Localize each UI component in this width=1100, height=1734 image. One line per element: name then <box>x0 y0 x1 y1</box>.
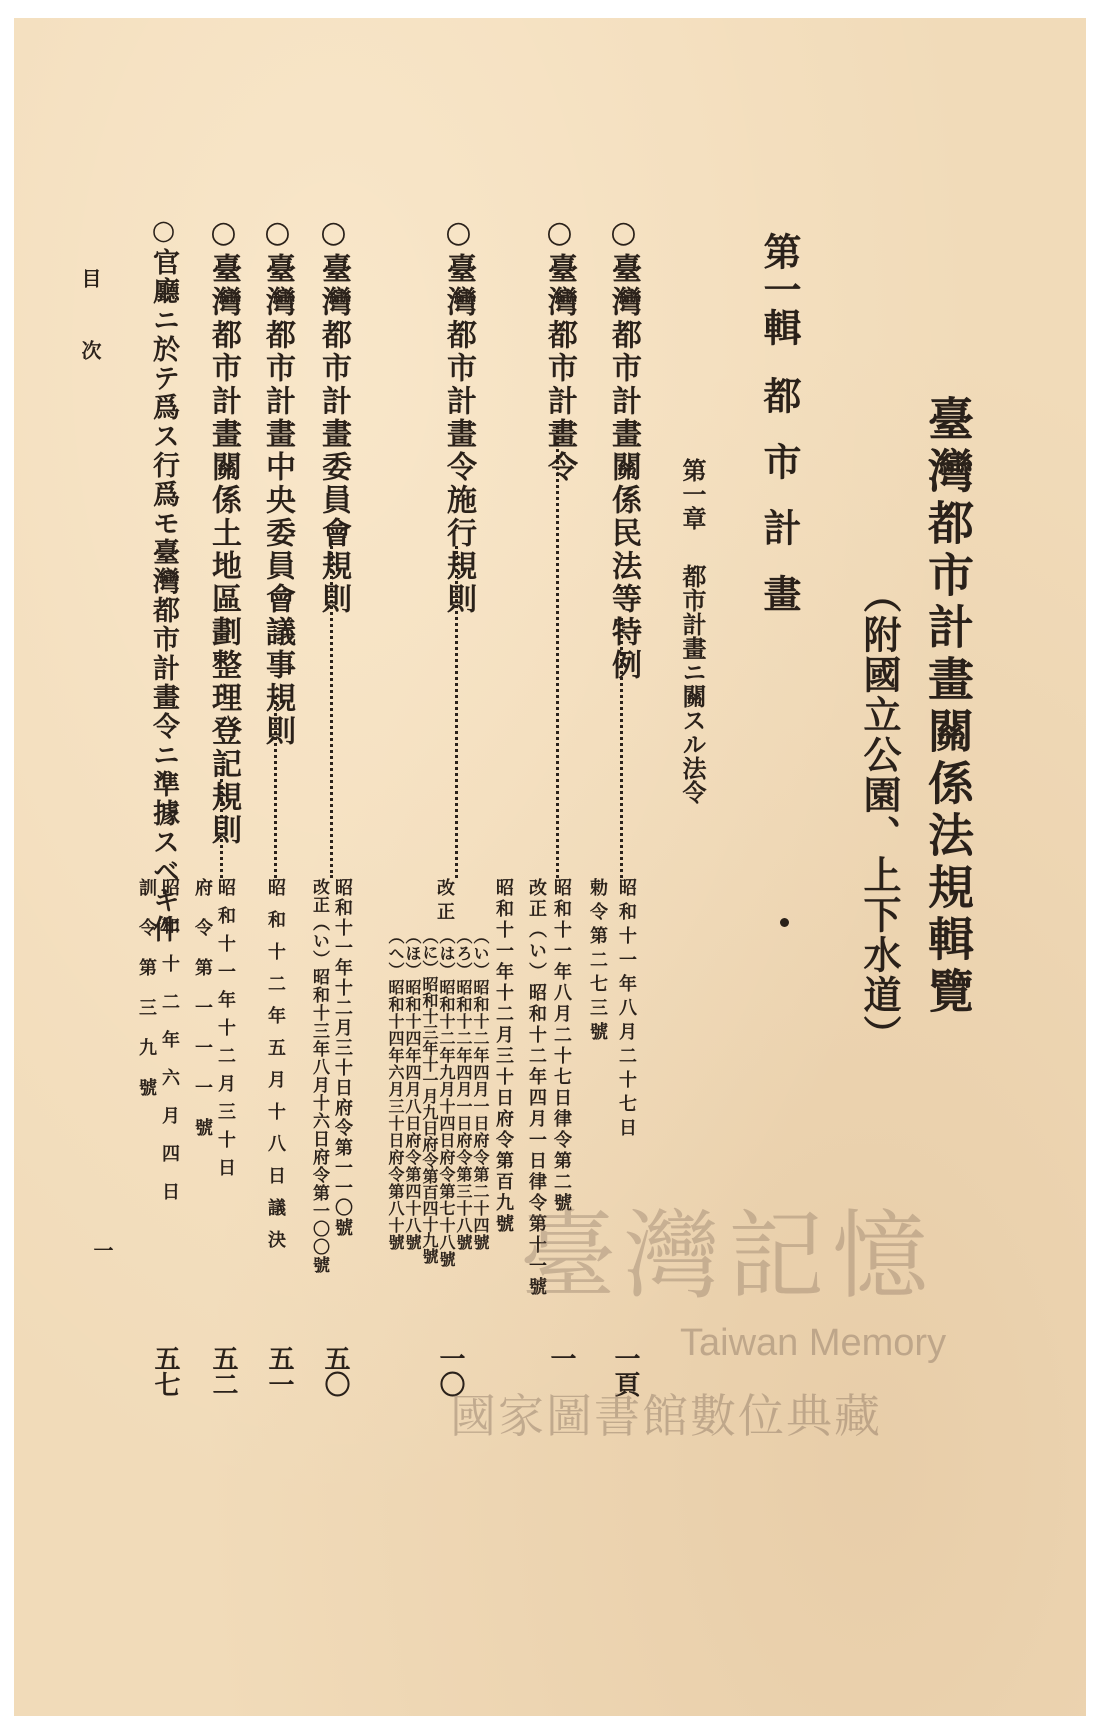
toc-entry-note: （ろ）昭和十二年四月一日府令第三十八號 <box>454 928 473 1251</box>
toc-entry-note: 昭和十一年八月二十七日律令第二號 <box>551 878 572 1214</box>
toc-entry-note: （ほ）昭和十四年四月八日府令第四十八號 <box>403 928 422 1251</box>
chapter-label: 第一章 <box>678 458 707 530</box>
toc-entry-note: 改正（い）昭和十三年八月十六日府令第一〇〇號 <box>309 878 329 1274</box>
toc-entry-title[interactable]: ○臺灣都市計畫關係民法等特例 <box>606 215 641 682</box>
toc-leader <box>455 546 458 878</box>
toc-entry-title[interactable]: ○臺灣都市計畫中央委員會議事規則 <box>260 215 295 748</box>
toc-entry-title[interactable]: ○臺灣都市計畫委員會規則 <box>316 215 351 616</box>
book-title: 臺灣都市計畫關係法規輯覽 <box>921 395 975 1019</box>
contents-heading: 目次 <box>78 268 102 412</box>
toc-entry-note: 昭和十二年六月四日 <box>159 878 180 1220</box>
volume-label: 第一輯 <box>757 232 802 346</box>
toc-entry-page: 一〇 <box>435 1345 465 1397</box>
toc-leader <box>274 696 277 878</box>
toc-entry-note: （は）昭和十二年九月十四日府令第七十八號 <box>437 928 456 1268</box>
toc-entry-note: 昭和十一年八月二十七日 <box>616 878 637 1142</box>
toc-leader <box>556 426 559 878</box>
toc-entry-note: 改正 <box>434 878 455 926</box>
watermark-logo: 臺灣記憶 Taiwan Memory 國家圖書館數位典藏 <box>450 1200 947 1443</box>
toc-entry-title[interactable]: ○官廳ニ於テ爲ス行爲モ臺灣都市計畫令ニ準據スベキ件 <box>148 215 179 944</box>
decorative-dot <box>780 918 789 927</box>
toc-entry-note: 昭和十一年十二月三十日 <box>215 878 236 1186</box>
toc-entry-note: 昭和十一年十二月三十日府令第一一〇號 <box>332 878 353 1238</box>
toc-entry-page: 一 <box>546 1345 576 1371</box>
chapter-name: 都市計畫ニ關スル法令 <box>678 564 707 804</box>
toc-entry-note: （に）昭和十三年十一月九日府令第百四十九號 <box>420 928 439 1264</box>
toc-leader <box>220 766 223 878</box>
page-number: 一 <box>90 1240 114 1260</box>
toc-entry-page: 五一 <box>264 1345 294 1397</box>
toc-entry-page: 一頁 <box>610 1345 640 1397</box>
toc-entry-note: 昭和十二年五月十八日議決 <box>265 878 286 1262</box>
toc-entry-note: 府令第一一一號 <box>192 878 213 1158</box>
toc-entry-title[interactable]: ○臺灣都市計畫關係土地區劃整理登記規則 <box>206 215 241 847</box>
volume-name: 都市計畫 <box>757 376 802 640</box>
toc-entry-note: （い）昭和十二年四月一日府令第二十四號 <box>471 928 490 1251</box>
toc-entry-page: 五七 <box>150 1345 180 1397</box>
toc-entry-page: 五〇 <box>320 1345 350 1397</box>
toc-entry-note: （へ）昭和十四年六月三十日府令第八十號 <box>386 928 405 1251</box>
volume-heading <box>757 232 802 640</box>
toc-leader <box>620 618 623 878</box>
toc-entry-page: 五二 <box>208 1345 238 1397</box>
toc-leader <box>330 541 333 878</box>
toc-entry-title[interactable]: ○臺灣都市計畫令施行規則 <box>441 215 476 616</box>
toc-entry-note: 訓令第三九號 <box>136 878 157 1118</box>
chapter-heading <box>678 458 707 804</box>
toc-entry-title[interactable]: ○臺灣都市計畫令 <box>542 215 577 484</box>
book-subtitle: （附國立公園、上下水道） <box>857 575 902 1055</box>
toc-entry-note: 改正（い）昭和十二年四月一日律令第十一號 <box>526 878 547 1298</box>
toc-entry-note: 昭和十一年十二月三十日府令第百九號 <box>493 878 514 1235</box>
toc-entry-note: 勅令第二七三號 <box>587 878 608 1046</box>
